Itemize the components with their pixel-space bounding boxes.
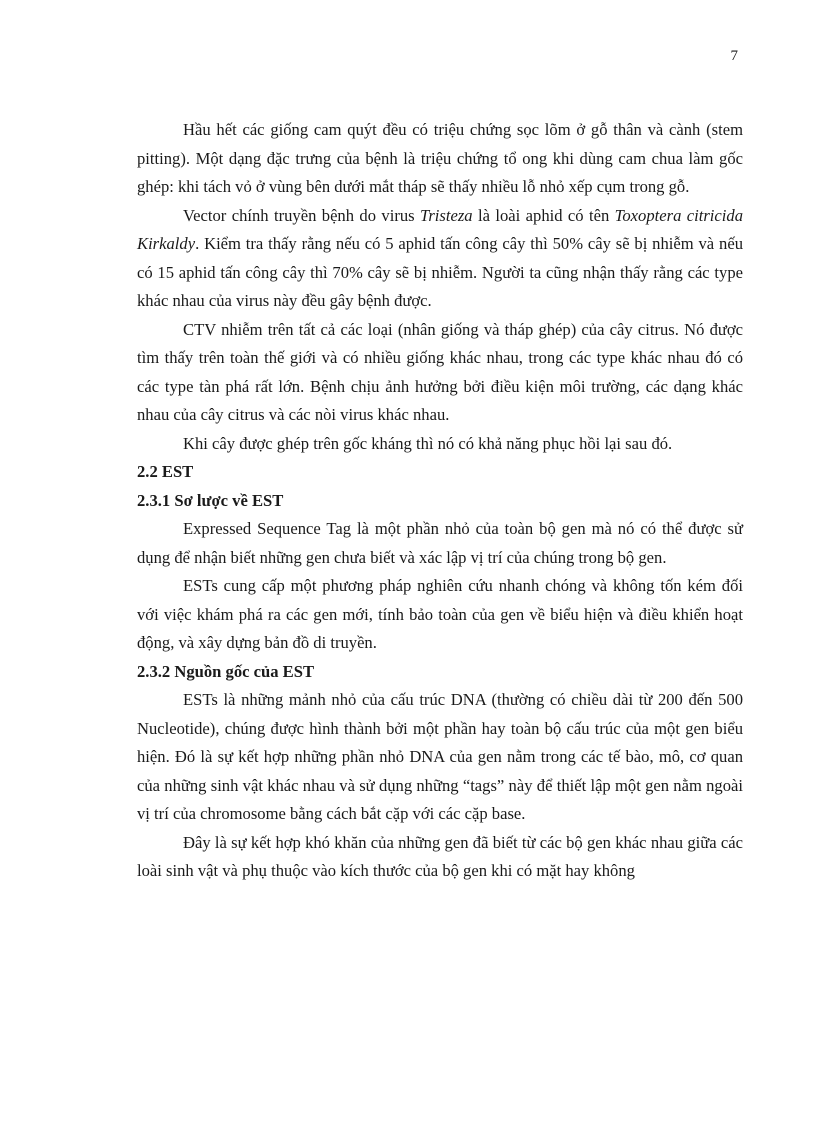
text-run: . Kiểm tra thấy rằng nếu có 5 aphid tấn công cây thì 50% cây sẽ bị nhiễm và nếu có 15 aphid tấn công cây thì 70% cây sẽ bị nhiễm. Người ta cũng nhận thấy rằng các type khác nhau của virus này đều gây bệnh được. xyxy=(137,234,743,310)
text-run: là loài aphid có tên xyxy=(472,205,615,225)
paragraph-recovery: Khi cây được ghép trên gốc kháng thì nó có khả năng phục hồi lại sau đó. xyxy=(183,433,673,453)
paragraph-est-origin: ESTs là những mảnh nhỏ của cấu trúc DNA (thường có chiều dài từ 200 đến 500 Nucleotide), chúng được hình thành bởi một phần hay toàn bộ cấu trúc của một gen biểu hiện. Đó là sự kết hợp những phần nhỏ DNA của gen nằm trong các tế bào, mô, cơ quan của những sinh vật khác nhau và sử dụng những “tags” này để thiết lập một gen nằm ngoài vị trí của chromosome bằng cách bắt cặp với các cặp base. xyxy=(137,690,743,823)
paragraph-vector xyxy=(137,202,743,316)
paragraph-est-method: ESTs cung cấp một phương pháp nghiên cứu nhanh chóng và không tốn kém đối với việc khám phá ra các gen mới, tính bảo toàn của gen về biểu hiện và điều khiển hoạt động, và xây dựng bản đồ di truyền. xyxy=(137,576,743,652)
page-number: 7 xyxy=(730,48,738,64)
subsection-heading-overview: 2.3.1 Sơ lược về EST xyxy=(137,490,284,510)
italic-term: Tristeza xyxy=(420,205,473,225)
document-body xyxy=(137,116,743,886)
paragraph-est-combination: Đây là sự kết hợp khó khăn của những gen đã biết từ các bộ gen khác nhau giữa các loài sinh vật và phụ thuộc vào kích thước của bộ gen khi có mặt hay không xyxy=(137,832,743,880)
paragraph-ctv: CTV nhiễm trên tất cả các loại (nhân giống và tháp ghép) của cây citrus. Nó được tìm thấy trên toàn thế giới và có nhiều giống khác nhau, trong các type khác nhau đó có các type tàn phá rất lớn. Bệnh chịu ảnh hưởng bởi điều kiện môi trường, các dạng khác nhau của cây citrus và các nòi virus khác nhau. xyxy=(137,319,743,424)
paragraph-stem-pitting: Hầu hết các giống cam quýt đều có triệu chứng sọc lõm ở gỗ thân và cành (stem pitting). Một dạng đặc trưng của bệnh là triệu chứng tổ ong khi dùng cam chua làm gốc ghép: khi tách vỏ ở vùng bên dưới mắt tháp sẽ thấy nhiều lỗ nhỏ xếp cụm trong gỗ. xyxy=(137,120,743,196)
subsection-heading-origin: 2.3.2 Nguồn gốc của EST xyxy=(137,661,315,681)
italic-term: Toxoptera citricida Kirkaldy xyxy=(137,205,743,253)
section-heading-est: 2.2 EST xyxy=(137,462,194,481)
paragraph-est-definition: Expressed Sequence Tag là một phần nhỏ của toàn bộ gen mà nó có thể được sử dụng để nhận biết những gen chưa biết và xác lập vị trí của chúng trong bộ gen. xyxy=(137,519,743,567)
text-run: Vector chính truyền bệnh do virus xyxy=(183,205,421,225)
